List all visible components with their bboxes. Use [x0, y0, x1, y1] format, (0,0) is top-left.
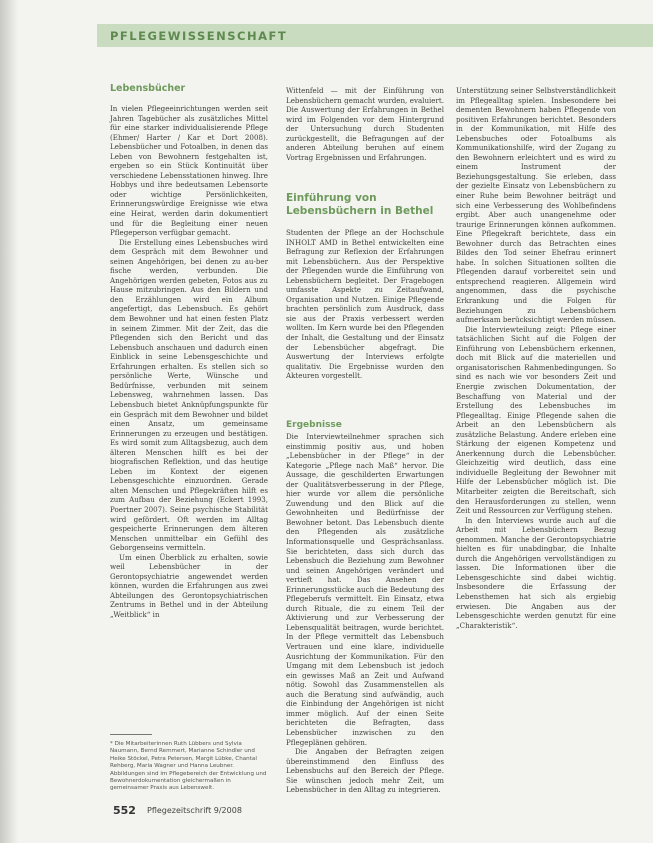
- col2-heading: Einführung von Lebensbüchern in Bethel: [286, 192, 434, 217]
- paragraph: Um einen Überblick zu erhalten, sowie weil Lebensbücher in der Gerontopsychiatrie angewendet werden können, wurden die Erfahrungen aus zwei Abteilungen des Gerontopsychiatrischen Zentrums in Bethel und in der Abteilung „Weitblick“ in: [110, 552, 268, 619]
- col2-intro: [286, 86, 444, 172]
- col2-results-body: [286, 432, 444, 795]
- col3-body: [456, 86, 616, 788]
- page-edge-shadow: [0, 0, 18, 843]
- paragraph: Die Erstellung eines Lebensbuches wird dem Gespräch mit dem Bewohner und seinen Angehörigen, bei denen zu au-ber fische werden, verbunden. Die Angehörigen werden gebeten, Fotos aus zu Hause mitzubringen. Aus den Bildern und den Erzählungen wird ein Album angefertigt, das Lebensbuch. Es gehört dem Bewohner und hat einen festen Platz in seinem Zimmer. Mit der Zeit, das die Pflegenden sich den Bericht und das Lebensbuch anschauen und dadurch einen Einblick in seine Lebensgeschichte und Erfahrungen erhalten. Es stellen sich so persönliche Werte, Wünsche und Bedürfnisse, verbunden mit seinem Lebensweg, wahrnehmen lassen. Das Lebensbuch bietet Anknüpfungspunkte für ein Gespräch mit dem Bewohner und bildet einen Ansatz, um gemeinsame Erinnerungen zu erzeugen und bestätigen. Es wird somit zum Alltagsbezug, auch dem älteren Menschen hilft es bei der biografischen Reflektion, und das heutige Leben im Kontext der eigenen Lebensgeschichte einzuordnen. Gerade alten Menschen und Pflegekräften hilft es zum Aufbau der Beziehung (Eckert 1993, Poertner 2007). Seine psychische Stabilität wird gefördert. Oft werden im Alltag gespeicherte Erinnerungen dem älteren Menschen unmittelbar ein Gefühl des Geborgenseins vermitteln.: [110, 237, 268, 553]
- paragraph: Die Interviewteilnehmer sprachen sich einstimmig positiv aus, und hoben „Lebensbücher in der Pflege“ in der Kategorie „Pflege nach Maß“ hervor. Die Aussage, die geschilderten Erwartungen der Qualitätsverbesserung in der Pflege, hier wurde vor allem die persönliche Zuwendung und den Blick auf die Gewohnheiten und Bedürfnisse der Bewohner betont. Das Lebensbuch diente den Pflegenden als zusätzliche Informationsquelle und Gesprächsanlass. Sie berichteten, dass sich durch das Lebensbuch die Beziehung zum Bewohner und seinen Angehörigen verändert und vertieft hat. Das Ansehen der Erinnerungsstücke auch die Bedeutung des Pflegeberufs vermittelt. Ein Einsatz, etwa durch Rituale, die zu einem Teil der Aktivierung und zur Verbesserung der Lebensqualität beitragen, wurde berichtet. In der Pflege vermittelt das Lebensbuch Vertrauen und eine klare, individuelle Ausrichtung der Kommunikation. Für den Umgang mit dem Lebensbuch ist jedoch ein gewisses Maß an Zeit und Aufwand nötig. Sowohl das Zusammenstellen als auch die Beratung sind aufwändig, auch die Einbindung der Angehörigen ist nicht immer möglich. Auf der einen Seite berichteten die Befragten, dass Lebensbücher inzwischen zu den Pflegeplänen gehören.: [286, 432, 444, 747]
- section-title: PFLEGEWISSENSCHAFT: [110, 29, 288, 43]
- paragraph: Die Interviewteilung zeigt: Pflege einer tatsächlichen Sicht auf die Folgen der Einführung von Lebensbüchern erkennen, doch mit Blick auf die materiellen und organisatorischen Rahmenbedingungen. So sind es nach wie vor besonders Zeit und Energie zwischen Dokumentation, der Beschaffung von Material und der Erstellung des Lebensbuches im Pflegealltag. Einige Pflegende sahen die Arbeit an den Lebensbüchern als zusätzliche Belastung. Andere erleben eine Stärkung der eigenen Kompetenz und Anerkennung durch die Lebensbücher. Gleichzeitig wird deutlich, dass eine individuelle Begleitung der Bewohner mit Hilfe der Lebensbücher möglich ist. Die Mitarbeiter zeigten die Bereitschaft, sich den Herausforderungen zu stellen, wenn Zeit und Ressourcen zur Verfügung stehen.: [456, 324, 616, 516]
- paragraph: Studenten der Pflege an der Hochschule INHOLT AMD in Bethel entwickelten eine Befragung zur Reflexion der Erfahrungen mit Lebensbüchern. Aus der Perspektive der Pflegenden wurde die Einführung von Lebensbüchern begleitet. Der Fragebogen umfasste Aspekte zu Zeitaufwand, Organisation und Nutzen. Einige Pflegende brachten persönlich zum Ausdruck, dass sie aus der Praxis verbessert werden wollten. Im Kern wurde bei den Pflegenden der Inhalt, die Gestaltung und der Einsatz der Lebensbücher abgefragt. Die Auswertung der Interviews erfolgte qualitativ. Die Ergebnisse wurden den Akteuren vorgestellt.: [286, 228, 444, 381]
- paragraph: Die Angaben der Befragten zeigen übereinstimmend den Einfluss des Lebensbuchs auf den Bereich der Pflege. Sie wünschen jedoch mehr Zeit, um Lebensbücher in den Alltag zu integrieren.: [286, 747, 444, 795]
- col2-heading-results: Ergebnisse: [286, 420, 342, 430]
- paragraph: Unterstützung seiner Selbstverständlichkeit im Pflegealltag spielen. Insbesondere bei dementen Bewohnern haben Pflegende von positiven Erfahrungen berichtet. Besonders in der Kommunikation, mit Hilfe des Lebensbuches oder Fotoalbums als Kommunikationshilfe, wird der Zugang zu den Bewohnern erleichtert und es wird zu einem Instrument der Beziehungsgestaltung. Sie erleben, dass der gezielte Einsatz von Lebensbüchern zu einer Ruhe beim Bewohner beiträgt und sich eine Verbesserung des Wohlbefindens ergibt. Aber auch unangenehme oder traurige Erinnerungen können aufkommen. Eine Pflegekraft berichtete, dass ein Bewohner durch das Betrachten eines Bildes den Tod seiner Ehefrau erinnert habe. In solchen Situationen sollten die Pflegenden darauf vorbereitet sein und entsprechend reagieren. Allgemein wird angenommen, dass die psychische Erkrankung und die Folgen für Beziehungen zu Lebensbüchern aufmerksam berücksichtigt werden müssen.: [456, 86, 616, 325]
- page-number: 552: [113, 804, 136, 817]
- journal-issue: Pflegezeitschrift 9/2008: [147, 806, 242, 815]
- paragraph: Wittenfeld — mit der Einführung von Lebensbüchern gemacht wurden, evaluiert. Die Auswertung der Erfahrungen in Bethel wird im Folgenden vor dem Hintergrund der Untersuchung durch Studenten zurückgestellt, die Befragungen auf der anderen Abteilung beruhen auf einem Vortrag Ergebnissen und Erfahrungen.: [286, 86, 444, 162]
- footnote-rule: [110, 734, 152, 735]
- col2-body: [286, 228, 444, 381]
- col1-body: [110, 104, 268, 724]
- col1-heading: Lebensbücher: [110, 83, 186, 94]
- paragraph: In den Interviews wurde auch auf die Arbeit mit Lebensbüchern Bezug genommen. Manche der Gerontopsychiatrie hielten es für unabdingbar, die Inhalte durch die Angehörigen vervollständigen zu lassen. Die Informationen über die Lebensgeschichte sind dabei wichtig. Insbesondere die Erfassung der Lebensthemen hat sich als ergiebig erwiesen. Die Angaben aus der Lebensgeschichte werden genutzt für eine „Charakteristik“.: [456, 515, 616, 630]
- footnote: [110, 741, 268, 793]
- paragraph: * Die Mitarbeiterinnen Ruth Lübbers und Sylvia Naumann, Bernd Remmert, Marianne Schindler und Heike Stöckel, Petra Petersen, Margit Lübke, Chantal Rehberg, Maria Wagner und Hanna Leubner. Abbildungen sind im Pflegebereich der Entwicklung und Bewohnerdokumentation gleichermaßen in gemeinsamer Praxis aus Lebenswelt.: [110, 741, 267, 792]
- paragraph: In vielen Pflegeeinrichtungen werden seit Jahren Tagebücher als zusätzliches Mittel für eine starker individualisierende Pflege (Ehmer/ Harter / Kar et Dort 2008). Lebensbücher und Fotoalben, in denen das Leben von Bewohnern festgehalten ist, ergeben so ein Stück Kontinuität über verschiedene Lebensstationen hinweg. Ihre Hobbys und ihre bedeutsamen Lebensorte oder wichtige Persönlichkeiten, Erinnerungswürdige Ereignisse wie etwa eine Heirat, werden darin dokumentiert und für die Begleitung einer neuen Pflegeperson verfügbar gemacht.: [110, 104, 268, 238]
